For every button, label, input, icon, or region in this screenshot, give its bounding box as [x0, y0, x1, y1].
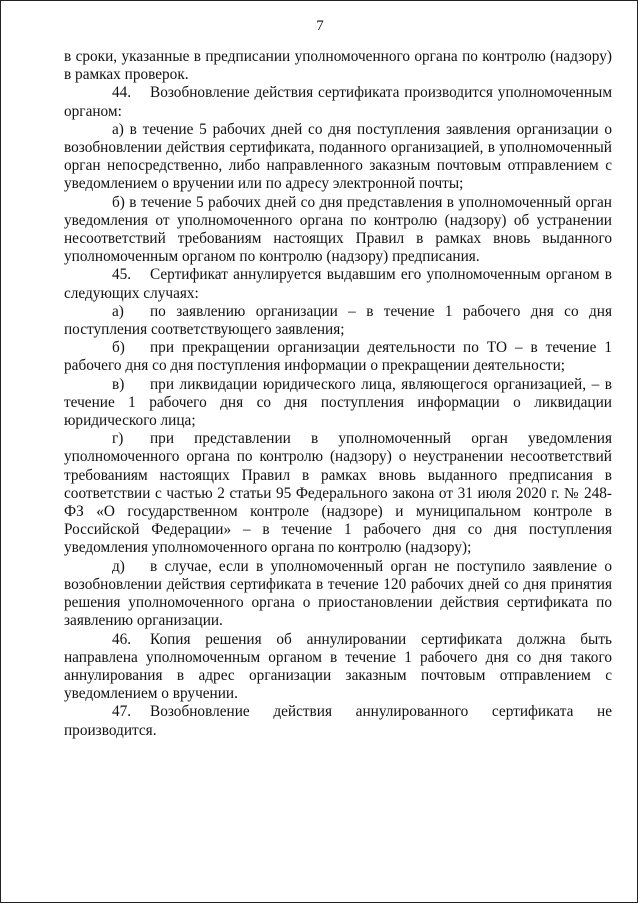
paragraph-text: Возобновление действия аннулированного сертификата не производится.	[64, 703, 612, 739]
paragraph-text: при представлении в уполномоченный орган уведомления уполномоченного органа по контролю (надзору) о неустранении несоответствий требованиям настоящих Правил в рамках вновь выданного предписания в соответствии с частью 2 статьи 95 Федерального закона от 31 июля 2020 г. № 248-ФЗ «О государственном контроле (надзоре) и муниципальном контроле в Российской Федерации» – в течение 1 рабочего дня со дня поступления уведомления уполномоченного органа по контролю (надзору);	[64, 430, 612, 557]
paragraph-45-d	[64, 558, 612, 631]
subitem-letter: г)	[112, 430, 124, 448]
paragraph-text: Сертификат аннулируется выдавшим его уполномоченным органом в следующих случаях:	[64, 266, 612, 302]
paragraph-text: по заявлению организации – в течение 1 рабочего дня со дня поступления соответствующего заявления;	[64, 302, 612, 339]
subitem-letter: д)	[112, 557, 125, 575]
paragraph-46	[64, 631, 612, 704]
paragraph-45-a	[64, 303, 612, 339]
paragraph-text: Возобновление действия сертификата производится уполномоченным органом:	[64, 84, 612, 120]
paragraph-45-g	[64, 430, 612, 557]
document-body	[64, 48, 612, 740]
paragraph-text: при ликвидации юридического лица, являющегося организацией, – в течение 1 рабочего дня со дня поступления информации о ликвидации юридического лица;	[64, 375, 612, 430]
paragraph-text: Копия решения об аннулировании сертификата должна быть направлена уполномоченным органом в течение 1 рабочего дня со дня такого аннулирования в адрес организации заказным почтовым отправлением с уведомлением о вручении.	[64, 630, 612, 703]
paragraph-number: 45.	[112, 266, 132, 284]
paragraph-44-a	[64, 121, 612, 194]
paragraph-number: 47.	[112, 703, 132, 721]
paragraph-text: а) в течение 5 рабочих дней со дня поступления заявления организации о возобновлении действия сертификата, поданного организацией, в уполномоченный орган непосредственно, либо направленного заказным почтовым отправлением с уведомлением о вручении или по адресу электронной почты;	[64, 120, 612, 193]
paragraph-45	[64, 266, 612, 302]
paragraph-45-b	[64, 339, 612, 375]
paragraph-text: б) в течение 5 рабочих дней со дня представления в уполномоченный орган уведомления от уполномоченного органа по контролю (надзору) об устранении несоответствий требованиям настоящих Правил в рамках вновь выданного уполномоченным органом по контролю (надзору) предписания.	[64, 193, 612, 266]
paragraph-47	[64, 703, 612, 739]
subitem-letter: а)	[112, 302, 124, 320]
paragraph-45-v	[64, 376, 612, 431]
paragraph-continuation	[64, 48, 612, 84]
paragraph-text: при прекращении организации деятельности по ТО – в течение 1 рабочего дня со дня поступления информации о прекращении деятельности;	[64, 339, 612, 375]
subitem-letter: б)	[112, 339, 125, 357]
paragraph-number: 46.	[112, 630, 132, 648]
paragraph-44	[64, 84, 612, 120]
paragraph-text: в случае, если в уполномоченный орган не поступило заявление о возобновлении действия сертификата в течение 120 рабочих дней со дня принятия решения уполномоченного органа о приостановлении действия сертификата по заявлению организации.	[64, 557, 612, 630]
subitem-letter: в)	[112, 375, 125, 393]
page-number: 7	[316, 18, 324, 34]
paragraph-number: 44.	[112, 84, 132, 102]
paragraph-text: в сроки, указанные в предписании уполномоченного органа по контролю (надзору) в рамках проверок.	[64, 48, 612, 84]
paragraph-44-b	[64, 194, 612, 267]
